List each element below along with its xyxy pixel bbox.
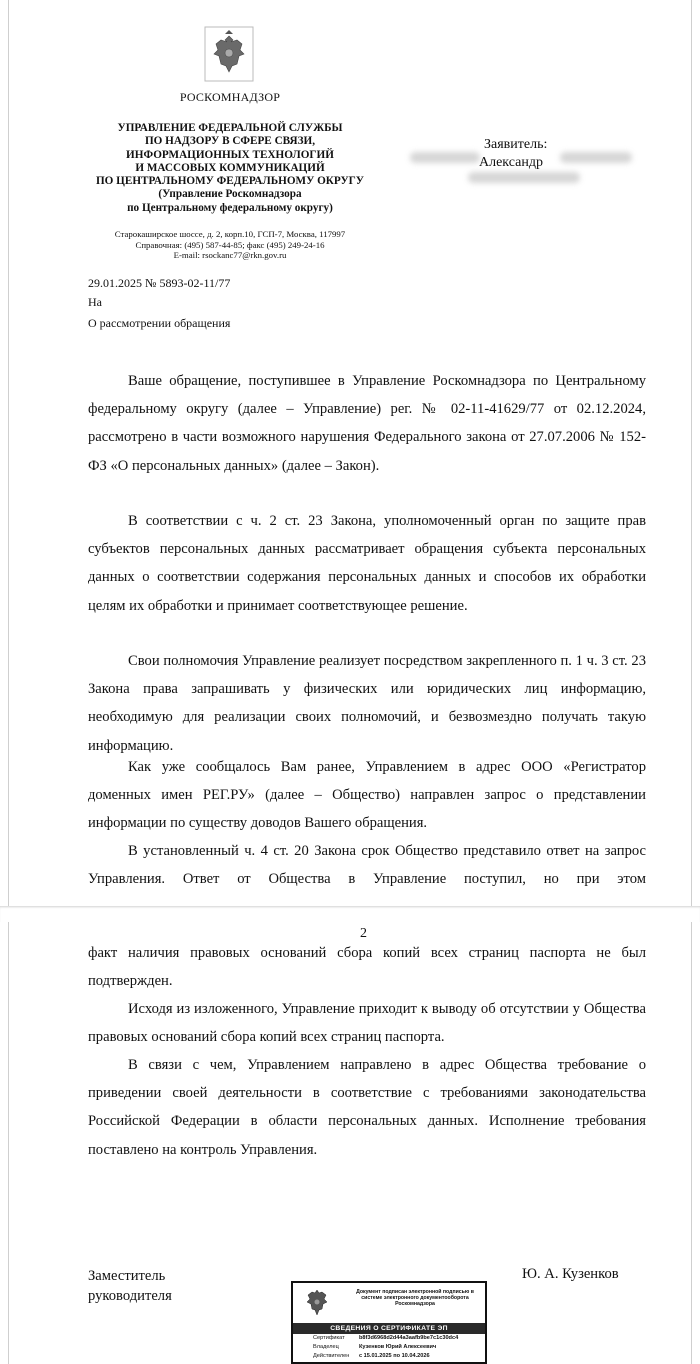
reference-na: На	[88, 295, 102, 309]
body-paragraph: В связи с чем, Управлением направлено в адрес Общества требование о приведении своей деятельности в соответствие с требованиями законодательства Российской Федерации в области персональных данных. Исполнение требования поставлено на контроль Управления.	[88, 1057, 646, 1158]
stamp-emblem-icon	[303, 1286, 331, 1318]
redacted-patronymic	[560, 152, 632, 163]
applicant-first-name: Александр	[479, 155, 543, 170]
coat-of-arms-emblem	[204, 26, 254, 82]
page-left-edge	[8, 0, 9, 1364]
stamp-row-key: Сертификат	[313, 1335, 345, 1341]
redacted-address	[468, 172, 580, 183]
phone-line: Справочная: (495) 587-44-85; факс (495) 249-24-16	[135, 239, 325, 250]
stamp-header-area	[293, 1283, 485, 1323]
department-line: (Управление Роскомнадзора	[158, 188, 302, 201]
department-line: И МАССОВЫХ КОММУНИКАЦИЙ	[135, 161, 325, 174]
registration-number: 29.01.2025 № 5893-02-11/77	[88, 276, 231, 290]
page-right-edge	[691, 0, 692, 1364]
signer-title-line: Заместитель	[88, 1268, 166, 1284]
stamp-row-validity	[297, 1352, 481, 1361]
department-line: ПО НАДЗОРУ В СФЕРЕ СВЯЗИ,	[144, 135, 316, 148]
continued-paragraph: факт наличия правовых оснований сбора копий всех страниц паспорта не был подтвержден.	[88, 945, 646, 990]
letter-subject: О рассмотрении обращения	[88, 316, 231, 330]
stamp-row-key: Действителен	[313, 1353, 350, 1359]
body-paragraph: Исходя из изложенного, Управление приходит к выводу об отсутствии у Общества правовых оснований сбора копий всех страниц паспорта.	[88, 1001, 646, 1046]
stamp-row-key: Владелец	[313, 1344, 339, 1350]
department-line: по Центральному федеральному округу)	[127, 201, 333, 214]
department-name-block	[80, 122, 380, 215]
body-paragraph: В соответствии с ч. 2 ст. 23 Закона, уполномоченный орган по защите прав субъектов персональных данных рассматривает обращения субъекта персональных данных о соответствии содержания персональных данных и способов их обработки целям их обработки и принимает соответствующее решение.	[88, 513, 646, 614]
contact-block	[80, 229, 380, 261]
page-number: 2	[360, 926, 367, 941]
department-line: УПРАВЛЕНИЕ ФЕДЕРАЛЬНОЙ СЛУЖБЫ	[117, 122, 343, 134]
body-paragraph: В установленный ч. 4 ст. 20 Закона срок Общество представило ответ на запрос Управления. Ответ от Общества в Управление поступил, но при этом	[88, 843, 646, 888]
stamp-row-value: b8f3d6968d2d44a3aafb9be7c1c30dc4	[359, 1335, 459, 1341]
signer-name: Ю. А. Кузенков	[522, 1266, 619, 1282]
signer-title	[88, 1266, 172, 1306]
stamp-row-owner	[297, 1343, 481, 1352]
redacted-surname	[410, 152, 480, 163]
department-line: ИНФОРМАЦИОННЫХ ТЕХНОЛОГИЙ	[126, 148, 334, 161]
body-paragraph: Ваше обращение, поступившее в Управление Роскомнадзора по Центральному федеральному округу (далее – Управление) рег. № 02-11-41629/77 от 02.12.2024, рассмотрено в части возможного нарушения Федерального закона от 27.07.2006 № 152-ФЗ «О персональных данных» (далее – Закон).	[88, 373, 646, 474]
electronic-signature-stamp	[291, 1281, 487, 1364]
stamp-row-value: Кузенков Юрий Алексеевич	[359, 1344, 437, 1350]
stamp-row-certificate	[297, 1334, 481, 1343]
applicant-label: Заявитель:	[484, 137, 548, 152]
body-paragraph: Как уже сообщалось Вам ранее, Управлением в адрес ООО «Регистратор доменных имен РЕГ.РУ» (далее – Общество) направлен запрос о представлении информации по существу доводов Вашего обращения.	[88, 759, 646, 832]
agency-short-name: РОСКОМНАДЗОР	[179, 90, 281, 104]
stamp-row-value: с 15.01.2025 по 10.04.2026	[359, 1353, 430, 1359]
page-break	[0, 906, 700, 922]
signer-title-line: руководителя	[88, 1288, 172, 1304]
body-paragraph: Свои полномочия Управление реализует посредством закрепленного п. 1 ч. 3 ст. 23 Закона права запрашивать у физических или юридических лиц информацию, необходимую для реализации своих полномочий, и безвозмездно получать такую информацию.	[88, 653, 646, 754]
stamp-title: СВЕДЕНИЯ О СЕРТИФИКАТЕ ЭП	[293, 1323, 485, 1334]
department-line: ПО ЦЕНТРАЛЬНОМУ ФЕДЕРАЛЬНОМУ ОКРУГУ	[95, 175, 365, 188]
stamp-caption: Документ подписан электронной подписью в системе электронного документооборота Роскомнадзора	[356, 1289, 474, 1307]
email-line: E-mail: rsockanc77@rkn.gov.ru	[173, 250, 287, 261]
address-line: Старокаширское шоссе, д. 2, корп.10, ГСП-7, Москва, 117997	[114, 229, 346, 239]
